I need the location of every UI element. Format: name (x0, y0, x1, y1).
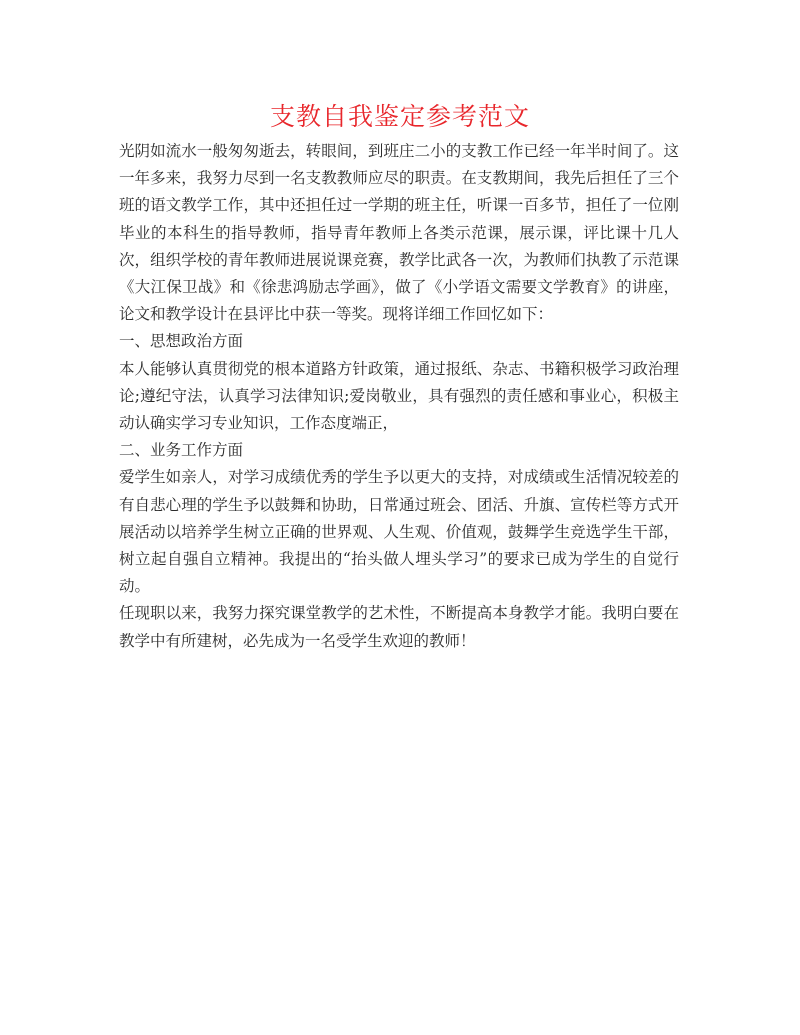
document-body (119, 138, 679, 655)
intro-paragraph: 光阴如流水一般匆匆逝去，转眼间，到班庄二小的支教工作已经一年半时间了。这一年多来，我努力尽到一名支教教师应尽的职责。在支教期间，我先后担任了三个班的语文教学工作，其中还担任过一学期的班主任，听课一百多节，担任了一位刚毕业的本科生的指导教师，指导青年教师上各类示范课，展示课，评比课十几人次，组织学校的青年教师进展说课竞赛，教学比武各一次，为教师们执教了示范课《大江保卫战》和《徐悲鸿励志学画》，做了《小学语文需要文学教育》的讲座，论文和教学设计在县评比中获一等奖。现将详细工作回忆如下： (119, 142, 679, 324)
politics-paragraph: 本人能够认真贯彻党的根本道路方针政策，通过报纸、杂志、书籍积极学习政治理论;遵纪守法，认真学习法律知识;爱岗敬业，具有强烈的责任感和事业心，积极主动认确实学习专业知识，工作态度端正， (119, 359, 679, 433)
section-heading-politics: 一、思想政治方面 (119, 332, 244, 351)
section-heading-work: 二、业务工作方面 (119, 441, 244, 460)
page-title: 支教自我鉴定参考范文 (269, 102, 530, 131)
teaching-paragraph: 任现职以来，我努力探究课堂教学的艺术性，不断提高本身教学才能。我明白要在教学中有所建树，必先成为一名受学生欢迎的教师！ (119, 604, 679, 650)
work-paragraph: 爱学生如亲人，对学习成绩优秀的学生予以更大的支持，对成绩或生活情况较差的有自悲心理的学生予以鼓舞和协助，日常通过班会、团活、升旗、宣传栏等方式开展活动以培养学生树立正确的世界观、人生观、价值观，鼓舞学生竞选学生干部，树立起自强自立精神。我提出的“抬头做人埋头学习”的要求已成为学生的自觉行动。 (119, 468, 679, 596)
